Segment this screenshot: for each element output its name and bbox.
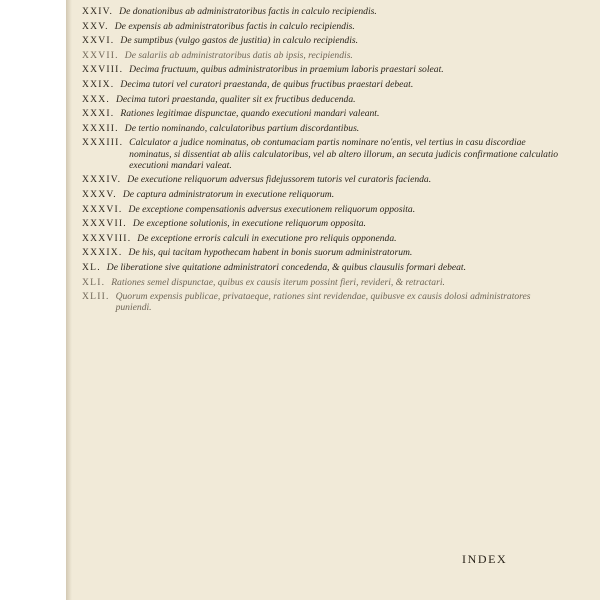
chapter-number: XXXVII.: [82, 218, 127, 230]
chapter-number: XXXVIII.: [82, 232, 132, 244]
chapter-title: De sumptibus (vulgo gastos de justitia) in calculo recipiendis.: [120, 35, 358, 47]
chapter-title: De donationibus ab administratoribus factis in calculo recipiendis.: [119, 6, 377, 17]
chapter-number: XXVI.: [82, 35, 115, 47]
index-entry-38: [82, 233, 562, 244]
chapter-number: XXXV.: [82, 188, 117, 200]
chapter-title: De expensis ab administratoribus factis in calculo recipiendis.: [114, 20, 355, 32]
chapter-number: XL.: [82, 261, 101, 273]
chapter-number: XXVII.: [82, 49, 119, 61]
chapter-title: De his, qui tacitam hypothecam habent in bonis suorum administratorum.: [128, 247, 413, 259]
index-entry-26: [82, 35, 562, 46]
chapter-title: Decima tutori praestanda, qualiter sit ex fructibus deducenda.: [115, 93, 356, 105]
chapter-title: Decima fructuum, quibus administratoribus in praemium laboris praestari soleat.: [129, 64, 444, 76]
chapter-title: De captura administratorum in executione reliquorum.: [122, 188, 335, 200]
chapter-title: De tertio nominando, calculatoribus partium discordantibus.: [124, 122, 360, 134]
chapter-number: XXXVI.: [82, 203, 123, 215]
index-entry-27: [82, 50, 562, 61]
index-entry-35: [82, 189, 562, 200]
chapter-title: Calculator a judice nominatus, ob contumaciam partis nominare no'entis, vel tertius in casu discordiae nominatus, si dissentiat ab aliis calculatoribus, vel ab altero illorum, an secuta judicis confirmatione calculatio executioni mandari valeat.: [129, 137, 559, 171]
chapter-index-list: [82, 6, 562, 317]
chapter-number: XXIV.: [82, 6, 114, 17]
chapter-number: XXXIII.: [82, 137, 124, 149]
chapter-number: XXXIX.: [82, 247, 123, 259]
chapter-number: XLI.: [82, 276, 106, 288]
index-entry-28: [82, 64, 562, 75]
chapter-number: XXXII.: [82, 122, 119, 134]
index-entry-31: [82, 108, 562, 119]
catchword: INDEX: [462, 552, 508, 566]
chapter-title: De exceptione erroris calculi in executione pro reliquis opponenda.: [137, 232, 397, 244]
chapter-title: De salariis ab administratoribus datis ab ipsis, recipiendis.: [124, 49, 353, 61]
index-entry-24: [82, 6, 562, 17]
index-entry-32: [82, 123, 562, 134]
chapter-number: XXXI.: [82, 108, 115, 120]
chapter-title: De executione reliquorum adversus fidejussorem tutoris vel curatoris facienda.: [127, 174, 432, 186]
chapter-title: Rationes semel dispunctae, quibus ex causis iterum possint fieri, revideri, & retractari.: [111, 276, 445, 288]
index-entry-39: [82, 247, 562, 258]
index-entry-40: [82, 262, 562, 273]
chapter-title: De liberatione sive quitatione administratori concedenda, & quibus clausulis formari debeat.: [106, 261, 466, 273]
chapter-title: Quorum expensis publicae, privataeque, rationes sint revidendae, quibusve ex causis dolosi administratores puniendi.: [115, 291, 531, 314]
chapter-number: XLII.: [82, 291, 110, 303]
chapter-title: Decima tutori vel curatori praestanda, de quibus fructibus praestari debeat.: [120, 78, 414, 90]
chapter-title: Rationes legitimae dispunctae, quando executioni mandari valeant.: [120, 108, 380, 120]
index-entry-29: [82, 79, 562, 90]
index-entry-30: [82, 94, 562, 105]
index-entry-33: [82, 137, 562, 171]
index-entry-42: [82, 291, 562, 313]
page-gutter-shadow: [66, 0, 72, 600]
chapter-title: De exceptione compensationis adversus executionem reliquorum opposita.: [128, 203, 416, 215]
chapter-number: XXX.: [82, 93, 110, 105]
chapter-number: XXIX.: [82, 78, 115, 90]
chapter-number: XXVIII.: [82, 64, 124, 76]
chapter-number: XXXIV.: [82, 174, 122, 186]
index-entry-41: [82, 277, 562, 288]
chapter-title: De exceptione solutionis, in executione reliquorum opposita.: [132, 218, 366, 230]
index-entry-36: [82, 204, 562, 215]
index-entry-34: [82, 174, 562, 185]
chapter-number: XXV.: [82, 20, 109, 32]
index-entry-37: [82, 218, 562, 229]
index-entry-25: [82, 21, 562, 32]
